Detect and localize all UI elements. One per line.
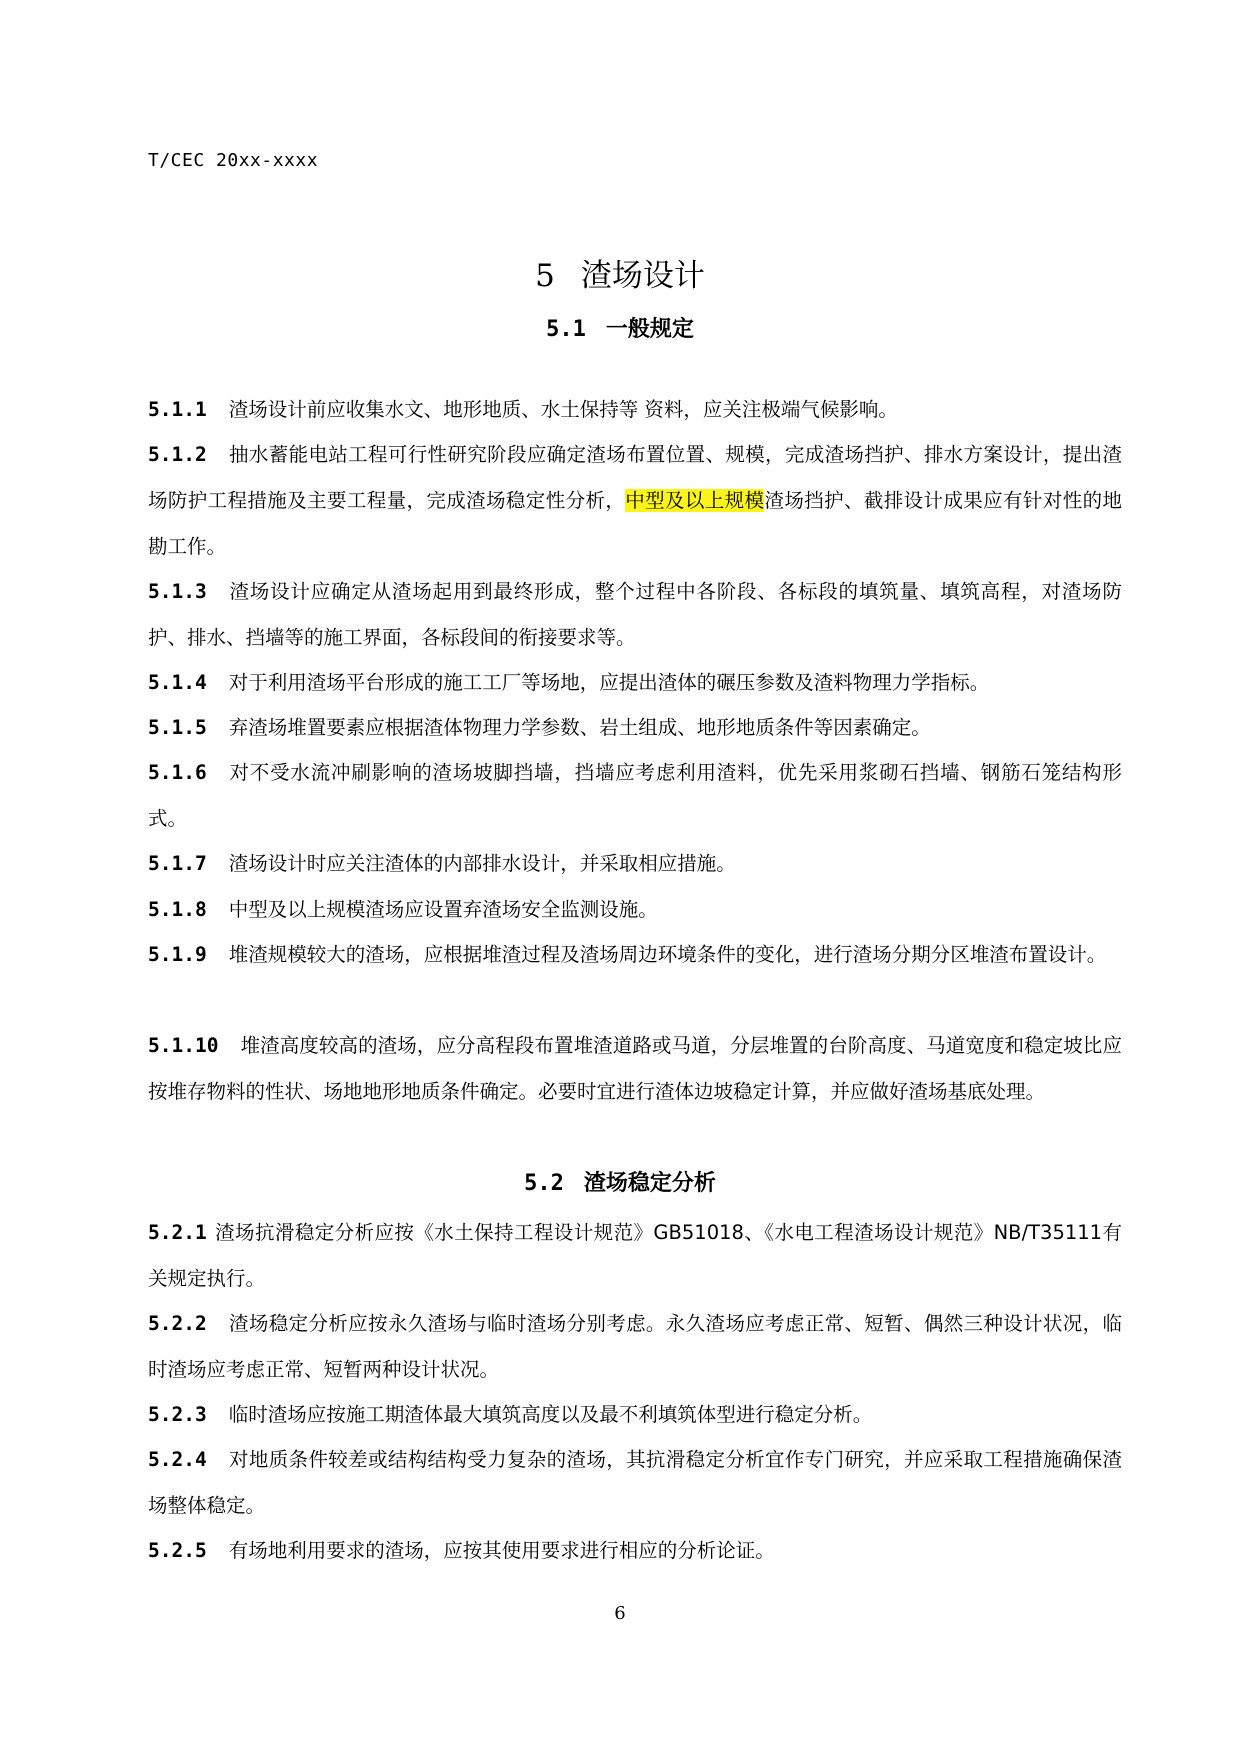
clause-5-1-6 (148, 750, 1122, 842)
section-title: 渣场稳定分析 (583, 1171, 716, 1196)
clause-5-2-4 (148, 1437, 1122, 1529)
clause-text: 中型及以上规模渣场应设置弃渣场安全监测设施。 (228, 898, 658, 921)
section-number: 5.1 (546, 317, 586, 342)
clause-text: 对地质条件较差或结构结构受力复杂的渣场，其抗滑稳定分析宜作专门研究，并应采取工程措施确保渣场整体稳定。 (148, 1448, 1122, 1517)
clause-text: 渣场抗滑稳定分析应按《水土保持工程设计规范》GB51018、《水电工程渣场设计规范》NB/T35111有关规定执行。 (148, 1221, 1122, 1290)
clause-number: 5.2.1 (148, 1221, 207, 1244)
clause-text: 渣场设计时应关注渣体的内部排水设计，并采取相应措施。 (228, 852, 736, 875)
clause-5-2-1 (148, 1210, 1122, 1302)
section-heading-5-1 (0, 312, 1240, 343)
clause-5-1-3 (148, 569, 1122, 661)
document-code-header: T/CEC 20xx-xxxx (148, 150, 319, 171)
clause-text: 弃渣场堆置要素应根据渣体物理力学参数、岩土组成、地形地质条件等因素确定。 (228, 716, 931, 739)
clause-5-1-1 (148, 387, 1122, 433)
chapter-title-text: 渣场设计 (580, 258, 705, 294)
clause-5-2-3 (148, 1392, 1122, 1438)
clause-5-1-5 (148, 705, 1122, 751)
clause-number: 5.1.1 (148, 398, 207, 421)
clause-text: 临时渣场应按施工期渣体最大填筑高度以及最不利填筑体型进行稳定分析。 (228, 1403, 873, 1426)
clause-5-1-4 (148, 660, 1122, 706)
clause-number: 5.2.5 (148, 1539, 207, 1562)
clause-5-1-8 (148, 887, 1122, 933)
clause-number: 5.2.4 (148, 1448, 207, 1471)
clause-number: 5.1.6 (148, 761, 207, 784)
clause-text: 堆渣规模较大的渣场，应根据堆渣过程及渣场周边环境条件的变化，进行渣场分期分区堆渣布置设计。 (228, 943, 1107, 966)
clause-5-1-10 (148, 1023, 1122, 1115)
clause-text: 堆渣高度较高的渣场，应分高程段布置堆渣道路或马道，分层堆置的台阶高度、马道宽度和稳定坡比应按堆存物料的性状、场地地形地质条件确定。必要时宜进行渣体边坡稳定计算，并应做好渣场基底处理。 (148, 1034, 1122, 1103)
clause-text: 渣场设计应确定从渣场起用到最终形成，整个过程中各阶段、各标段的填筑量、填筑高程，对渣场防护、排水、挡墙等的施工界面，各标段间的衔接要求等。 (148, 580, 1122, 649)
clause-number: 5.2.3 (148, 1403, 207, 1426)
section-number: 5.2 (524, 1171, 564, 1196)
page-number: 6 (614, 1603, 626, 1624)
clause-number: 5.1.9 (148, 943, 207, 966)
chapter-number: 5 (535, 258, 555, 294)
clause-number: 5.1.3 (148, 580, 207, 603)
clause-5-1-7 (148, 841, 1122, 887)
clause-number: 5.1.10 (148, 1034, 219, 1057)
clause-number: 5.2.2 (148, 1312, 207, 1335)
clause-5-1-2 (148, 432, 1122, 570)
clause-text-continued: 渣场挡护、截排设计成果应有针对性的地勘工作。 (148, 489, 1122, 558)
clause-text: 对于利用渣场平台形成的施工工厂等场地，应提出渣体的碾压参数及渣料物理力学指标。 (228, 671, 990, 694)
clause-text: 渣场设计前应收集水文、地形地质、水土保持等 资料，应关注极端气候影响。 (228, 398, 898, 421)
chapter-title (0, 250, 1240, 295)
clause-text: 有场地利用要求的渣场，应按其使用要求进行相应的分析论证。 (228, 1539, 775, 1562)
section-heading-5-2 (0, 1166, 1240, 1197)
clause-5-1-9 (148, 932, 1122, 978)
clause-text: 对不受水流冲刷影响的渣场坡脚挡墙，挡墙应考虑利用渣料，优先采用浆砌石挡墙、钢筋石笼结构形式。 (148, 761, 1122, 830)
clause-number: 5.1.8 (148, 898, 207, 921)
clause-5-2-2 (148, 1301, 1122, 1393)
clause-text: 抽水蓄能电站工程可行性研究阶段应确定渣场布置位置、规模，完成渣场挡护、排水方案设计，提出渣场防护工程措施及主要工程量，完成渣场稳定性分析， (148, 443, 1122, 512)
clause-number: 5.1.4 (148, 671, 207, 694)
highlighted-text: 中型及以上规模 (625, 489, 765, 512)
clause-number: 5.1.7 (148, 852, 207, 875)
section-title: 一般规定 (605, 317, 694, 342)
clause-5-2-5 (148, 1528, 1122, 1574)
clause-number: 5.1.5 (148, 716, 207, 739)
clause-text: 渣场稳定分析应按永久渣场与临时渣场分别考虑。永久渣场应考虑正常、短暂、偶然三种设计状况，临时渣场应考虑正常、短暂两种设计状况。 (148, 1312, 1122, 1381)
clause-number: 5.1.2 (148, 443, 207, 466)
